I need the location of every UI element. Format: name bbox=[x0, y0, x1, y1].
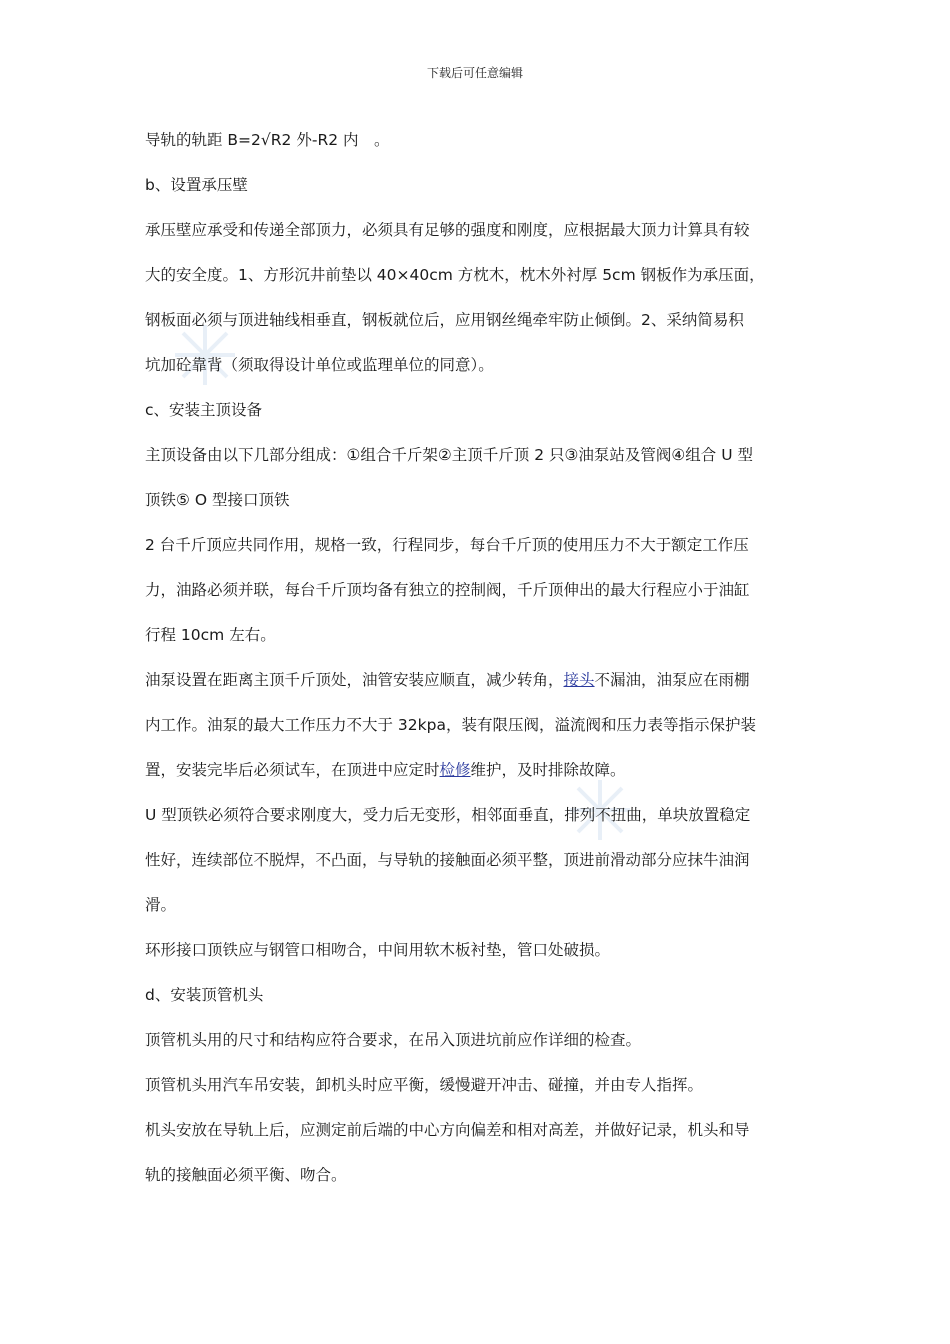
text-segment: 维护，及时排除故障。 bbox=[470, 761, 626, 779]
section-heading: c、安装主顶设备 bbox=[145, 401, 263, 419]
text-line: 内工作。油泵的最大工作压力不大于 32kpa，装有限压阀，溢流阀和压力表等指示保护装 bbox=[145, 716, 756, 734]
text-line: 力，油路必须并联，每台千斤顶均备有独立的控制阀，千斤顶伸出的最大行程应小于油缸 bbox=[145, 581, 750, 599]
text-segment: 置，安装完毕后必须试车，在顶进中应定时 bbox=[145, 761, 440, 779]
text-line: 大的安全度。1、方形沉井前垫以 40×40cm 方枕木，枕木外衬厚 5cm 钢板作为承压面， bbox=[145, 266, 765, 284]
text-line: 性好，连续部位不脱焊，不凸面，与导轨的接触面必须平整，顶进前滑动部分应抹牛油润 bbox=[145, 851, 750, 869]
text-line: 行程 10cm 左右。 bbox=[145, 626, 276, 644]
text-line: 顶管机头用汽车吊安装，卸机头时应平衡，缓慢避开冲击、碰撞，并由专人指挥。 bbox=[145, 1076, 704, 1094]
section-heading: d、安装顶管机头 bbox=[145, 986, 264, 1004]
text-line: 坑加砼靠背（须取得设计单位或监理单位的同意）。 bbox=[145, 356, 494, 374]
text-line bbox=[145, 748, 807, 793]
text-line bbox=[145, 658, 807, 703]
document-body bbox=[145, 118, 807, 1198]
text-line: 滑。 bbox=[145, 896, 177, 914]
text-line: 环形接口顶铁应与钢管口相吻合，中间用软木板衬垫，管口处破损。 bbox=[145, 941, 611, 959]
text-segment: 油泵设置在距离主顶千斤顶处，油管安装应顺直，减少转角， bbox=[145, 671, 564, 689]
text-line: 钢板面必须与顶进轴线相垂直，钢板就位后，应用钢丝绳牵牢防止倾倒。2、采纳简易积 bbox=[145, 311, 744, 329]
text-line: U 型顶铁必须符合要求刚度大，受力后无变形，相邻面垂直，排列不扭曲，单块放置稳定 bbox=[145, 806, 751, 824]
text-line: 顶铁⑤ O 型接口顶铁 bbox=[145, 491, 290, 509]
text-line: 主顶设备由以下几部分组成：①组合千斤架②主顶千斤顶 2 只③油泵站及管阀④组合 U 型 bbox=[145, 446, 753, 464]
link-maintenance[interactable]: 检修 bbox=[439, 761, 471, 779]
page-header: 下载后可任意编辑 bbox=[426, 66, 523, 80]
link-joint[interactable]: 接头 bbox=[563, 671, 595, 689]
text-line: 顶管机头用的尺寸和结构应符合要求，在吊入顶进坑前应作详细的检查。 bbox=[145, 1031, 642, 1049]
section-heading: b、设置承压壁 bbox=[145, 176, 248, 194]
text-line: 2 台千斤顶应共同作用，规格一致，行程同步，每台千斤顶的使用压力不大于额定工作压 bbox=[145, 536, 749, 554]
text-line: 轨的接触面必须平衡、吻合。 bbox=[145, 1166, 347, 1184]
text-line: 导轨的轨距 B=2√R2 外-R2 内 。 bbox=[145, 131, 390, 149]
text-line: 机头安放在导轨上后，应测定前后端的中心方向偏差和相对高差，并做好记录，机头和导 bbox=[145, 1121, 750, 1139]
text-line: 承压壁应承受和传递全部顶力，必须具有足够的强度和刚度，应根据最大顶力计算具有较 bbox=[145, 221, 750, 239]
text-segment: 不漏油，油泵应在雨棚 bbox=[594, 671, 750, 689]
